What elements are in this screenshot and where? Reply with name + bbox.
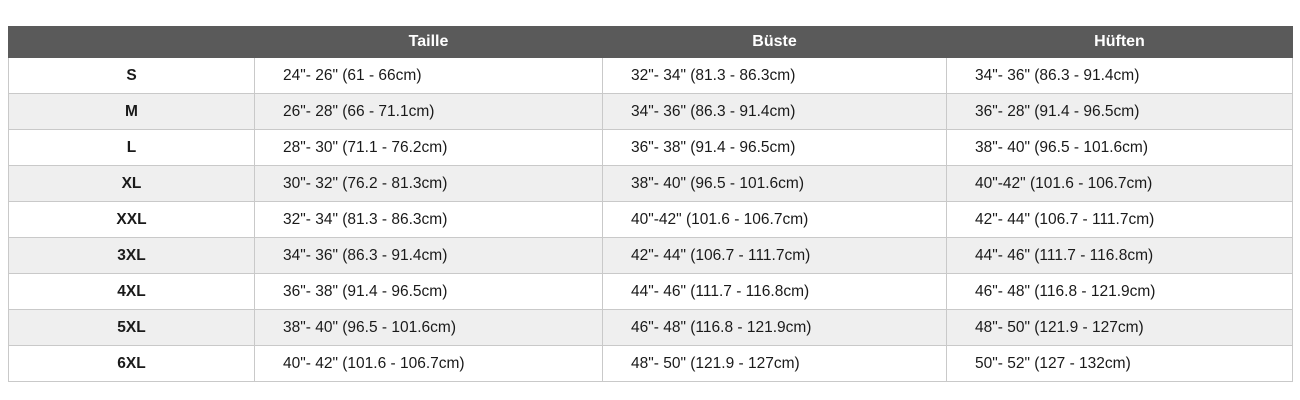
column-header-size xyxy=(9,27,255,58)
cell-bueste: 42"- 44" (106.7 - 111.7cm) xyxy=(603,238,947,274)
cell-taille: 28"- 30" (71.1 - 76.2cm) xyxy=(255,130,603,166)
cell-taille: 30"- 32" (76.2 - 81.3cm) xyxy=(255,166,603,202)
cell-taille: 38"- 40" (96.5 - 101.6cm) xyxy=(255,310,603,346)
cell-taille: 36"- 38" (91.4 - 96.5cm) xyxy=(255,274,603,310)
cell-bueste: 44"- 46" (111.7 - 116.8cm) xyxy=(603,274,947,310)
cell-hueften: 44"- 46" (111.7 - 116.8cm) xyxy=(947,238,1293,274)
cell-hueften: 36"- 28" (91.4 - 96.5cm) xyxy=(947,94,1293,130)
cell-size: M xyxy=(9,94,255,130)
cell-size: 4XL xyxy=(9,274,255,310)
cell-size: XXL xyxy=(9,202,255,238)
table-row xyxy=(9,274,1293,310)
table-row xyxy=(9,202,1293,238)
cell-bueste: 48"- 50" (121.9 - 127cm) xyxy=(603,346,947,382)
cell-hueften: 46"- 48" (116.8 - 121.9cm) xyxy=(947,274,1293,310)
cell-taille: 34"- 36" (86.3 - 91.4cm) xyxy=(255,238,603,274)
cell-size: XL xyxy=(9,166,255,202)
cell-hueften: 42"- 44" (106.7 - 111.7cm) xyxy=(947,202,1293,238)
cell-taille: 40"- 42" (101.6 - 106.7cm) xyxy=(255,346,603,382)
cell-size: L xyxy=(9,130,255,166)
table-header-row xyxy=(9,27,1293,58)
table-header xyxy=(9,27,1293,58)
cell-bueste: 38"- 40" (96.5 - 101.6cm) xyxy=(603,166,947,202)
cell-hueften: 34"- 36" (86.3 - 91.4cm) xyxy=(947,58,1293,94)
cell-size: 3XL xyxy=(9,238,255,274)
table-row xyxy=(9,310,1293,346)
column-header-hueften: Hüften xyxy=(947,27,1293,58)
cell-bueste: 40"-42" (101.6 - 106.7cm) xyxy=(603,202,947,238)
table-row xyxy=(9,94,1293,130)
cell-bueste: 32"- 34" (81.3 - 86.3cm) xyxy=(603,58,947,94)
cell-bueste: 34"- 36" (86.3 - 91.4cm) xyxy=(603,94,947,130)
cell-size: 6XL xyxy=(9,346,255,382)
cell-hueften: 48"- 50" (121.9 - 127cm) xyxy=(947,310,1293,346)
cell-taille: 24"- 26" (61 - 66cm) xyxy=(255,58,603,94)
table-row xyxy=(9,346,1293,382)
table-row xyxy=(9,238,1293,274)
table-row xyxy=(9,130,1293,166)
cell-taille: 26"- 28" (66 - 71.1cm) xyxy=(255,94,603,130)
column-header-bueste: Büste xyxy=(603,27,947,58)
cell-size: 5XL xyxy=(9,310,255,346)
cell-size: S xyxy=(9,58,255,94)
cell-hueften: 40"-42" (101.6 - 106.7cm) xyxy=(947,166,1293,202)
size-chart-table xyxy=(8,26,1293,382)
cell-hueften: 50"- 52" (127 - 132cm) xyxy=(947,346,1293,382)
cell-hueften: 38"- 40" (96.5 - 101.6cm) xyxy=(947,130,1293,166)
table-row xyxy=(9,58,1293,94)
cell-bueste: 36"- 38" (91.4 - 96.5cm) xyxy=(603,130,947,166)
column-header-taille: Taille xyxy=(255,27,603,58)
table-body xyxy=(9,58,1293,382)
cell-taille: 32"- 34" (81.3 - 86.3cm) xyxy=(255,202,603,238)
table-row xyxy=(9,166,1293,202)
cell-bueste: 46"- 48" (116.8 - 121.9cm) xyxy=(603,310,947,346)
